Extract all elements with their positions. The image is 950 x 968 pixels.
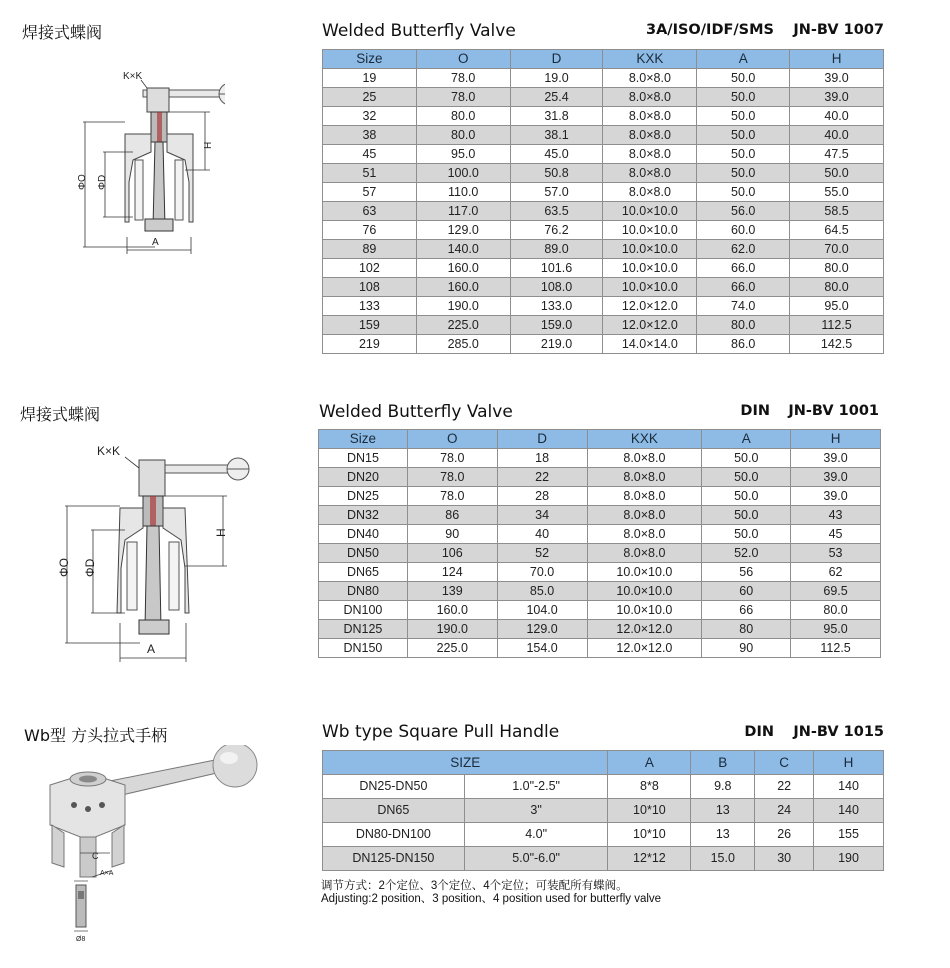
section1-standard: 3A/ISO/IDF/SMS [645, 22, 774, 38]
label-dd: ΦD [97, 174, 108, 190]
table-cell: 140 [814, 799, 884, 823]
table-cell: DN25 [319, 487, 408, 506]
table-cell: 225.0 [416, 316, 510, 335]
table-cell: 12.0×12.0 [603, 297, 697, 316]
table-cell: DN50 [319, 544, 408, 563]
table-cell: 25.4 [510, 88, 603, 107]
table-cell: 32 [323, 107, 417, 126]
table-row [323, 799, 884, 823]
table-cell: 154.0 [497, 639, 587, 658]
table-cell: 40.0 [790, 107, 884, 126]
table-cell: 12.0×12.0 [603, 316, 697, 335]
table-cell: 89 [323, 240, 417, 259]
table-cell: 70.0 [790, 240, 884, 259]
section2-en-title: Welded Butterfly Valve [319, 402, 513, 422]
table-row [319, 639, 881, 658]
header-kxk: KXK [603, 50, 697, 69]
table-cell: 89.0 [510, 240, 603, 259]
table-row [319, 449, 881, 468]
table-cell: 219.0 [510, 335, 603, 354]
table-row [319, 563, 881, 582]
table-cell: 22 [497, 468, 587, 487]
table-row [323, 240, 884, 259]
table-cell: 10.0×10.0 [603, 202, 697, 221]
table-cell: 62 [791, 563, 881, 582]
table-cell: 34 [497, 506, 587, 525]
label-a: A [152, 237, 159, 248]
table-cell: 45 [791, 525, 881, 544]
table-cell: 50.0 [697, 69, 790, 88]
table-row [319, 468, 881, 487]
table-cell: 10.0×10.0 [603, 221, 697, 240]
table-cell: 78.0 [407, 487, 497, 506]
table-cell: 80.0 [416, 126, 510, 145]
table-cell: 50.0 [702, 468, 791, 487]
table-row [323, 259, 884, 278]
table-cell: 160.0 [416, 259, 510, 278]
table-cell: 8.0×8.0 [603, 107, 697, 126]
table-cell: 139 [407, 582, 497, 601]
table-cell: 117.0 [416, 202, 510, 221]
label-c: C [92, 851, 99, 861]
table-cell: 95.0 [791, 620, 881, 639]
table-cell: 10*10 [608, 799, 691, 823]
table-cell: 52 [497, 544, 587, 563]
table-cell: 8.0×8.0 [603, 183, 697, 202]
table-row [323, 823, 884, 847]
label-b: Ø8 [76, 936, 86, 943]
table-cell: 12.0×12.0 [587, 620, 702, 639]
table-cell: 80.0 [790, 278, 884, 297]
table-cell: 8.0×8.0 [587, 468, 702, 487]
table-cell: 110.0 [416, 183, 510, 202]
header-a: A [702, 430, 791, 449]
table-cell: 8.0×8.0 [603, 164, 697, 183]
table-cell: 50.0 [702, 525, 791, 544]
table-cell: 66 [702, 601, 791, 620]
table-cell: 95.0 [790, 297, 884, 316]
table-cell: 14.0×14.0 [603, 335, 697, 354]
table-cell: 66.0 [697, 278, 790, 297]
table-cell: 55.0 [790, 183, 884, 202]
table-cell: 50.0 [697, 88, 790, 107]
table-cell: 39.0 [791, 449, 881, 468]
table-cell: 9.8 [691, 775, 755, 799]
table-cell: 50.0 [702, 487, 791, 506]
label-a: A [147, 642, 156, 656]
table-cell: DN125-DN150 [323, 847, 465, 871]
table-cell: 225.0 [407, 639, 497, 658]
table-cell: 60.0 [697, 221, 790, 240]
table-cell: 8.0×8.0 [587, 544, 702, 563]
table-cell: 66.0 [697, 259, 790, 278]
table-cell: 50.0 [697, 164, 790, 183]
table-cell: 78.0 [407, 449, 497, 468]
label-kxk: K×K [123, 71, 143, 82]
table-cell: 8*8 [608, 775, 691, 799]
table-row [323, 775, 884, 799]
label-od: ΦO [77, 174, 88, 190]
table-row [323, 69, 884, 88]
table-cell: 100.0 [416, 164, 510, 183]
table-row [323, 88, 884, 107]
table-cell: 80.0 [416, 107, 510, 126]
table-cell: 50.0 [702, 506, 791, 525]
table-row [323, 278, 884, 297]
table-cell: 155 [814, 823, 884, 847]
table-cell: 24 [755, 799, 814, 823]
table-cell: 3" [464, 799, 608, 823]
header-d: D [510, 50, 603, 69]
table-cell: 50.0 [697, 145, 790, 164]
table-row [323, 316, 884, 335]
table-cell: 86.0 [697, 335, 790, 354]
table-row [323, 221, 884, 240]
table-cell: 86 [407, 506, 497, 525]
table-cell: DN125 [319, 620, 408, 639]
table-cell: 57.0 [510, 183, 603, 202]
table-row [323, 145, 884, 164]
table-cell: DN80-DN100 [323, 823, 465, 847]
table-row [323, 126, 884, 145]
header-h: H [814, 751, 884, 775]
table-cell: 13 [691, 823, 755, 847]
table-cell: 31.8 [510, 107, 603, 126]
header-o: O [416, 50, 510, 69]
table-cell: 50.8 [510, 164, 603, 183]
header-o: O [407, 430, 497, 449]
table-cell: 133 [323, 297, 417, 316]
table-cell: 57 [323, 183, 417, 202]
header-d: D [497, 430, 587, 449]
table-cell: 129.0 [497, 620, 587, 639]
table-cell: 50.0 [790, 164, 884, 183]
header-h: H [790, 50, 884, 69]
table-row [319, 620, 881, 639]
table-cell: 80.0 [790, 259, 884, 278]
header-size: Size [323, 50, 417, 69]
table-cell: 38.1 [510, 126, 603, 145]
table-cell: 8.0×8.0 [587, 449, 702, 468]
header-a: A [608, 751, 691, 775]
table-cell: 160.0 [416, 278, 510, 297]
table-cell: DN32 [319, 506, 408, 525]
table-cell: 52.0 [702, 544, 791, 563]
header-size: Size [319, 430, 408, 449]
section1-valve-drawing [55, 62, 225, 257]
table-cell: 76 [323, 221, 417, 240]
section2-spec-table [318, 429, 881, 658]
header-b: B [691, 751, 755, 775]
table-cell: 285.0 [416, 335, 510, 354]
table-cell: 76.2 [510, 221, 603, 240]
table-cell: 160.0 [407, 601, 497, 620]
table-cell: 80.0 [791, 601, 881, 620]
table-cell: 102 [323, 259, 417, 278]
label-h: H [214, 528, 228, 537]
table-cell: 45 [323, 145, 417, 164]
table-cell: 112.5 [790, 316, 884, 335]
table-cell: 25 [323, 88, 417, 107]
table-cell: 50.0 [697, 126, 790, 145]
table-cell: 8.0×8.0 [587, 525, 702, 544]
table-cell: 140 [814, 775, 884, 799]
table-cell: 108 [323, 278, 417, 297]
table-cell: DN150 [319, 639, 408, 658]
table-cell: 70.0 [497, 563, 587, 582]
table-cell: 124 [407, 563, 497, 582]
table-cell: 12*12 [608, 847, 691, 871]
table-cell: 8.0×8.0 [603, 88, 697, 107]
table-cell: 56.0 [697, 202, 790, 221]
table-cell: 60 [702, 582, 791, 601]
table-cell: 19.0 [510, 69, 603, 88]
table-cell: 47.5 [790, 145, 884, 164]
header-h: H [791, 430, 881, 449]
table-cell: 26 [755, 823, 814, 847]
table-cell: 190 [814, 847, 884, 871]
table-cell: 58.5 [790, 202, 884, 221]
table-cell: 39.0 [791, 487, 881, 506]
table-cell: 63 [323, 202, 417, 221]
section3-standard: DIN [744, 724, 774, 740]
table-cell: DN15 [319, 449, 408, 468]
table-cell: 8.0×8.0 [587, 506, 702, 525]
table-cell: 18 [497, 449, 587, 468]
table-cell: 8.0×8.0 [587, 487, 702, 506]
table-cell: 64.5 [790, 221, 884, 240]
table-cell: 95.0 [416, 145, 510, 164]
section3-en-title: Wb type Square Pull Handle [322, 722, 560, 742]
table-cell: 190.0 [416, 297, 510, 316]
table-cell: 129.0 [416, 221, 510, 240]
table-cell: 10.0×10.0 [587, 582, 702, 601]
header-a: A [697, 50, 790, 69]
table-cell: 39.0 [790, 69, 884, 88]
table-cell: 12.0×12.0 [587, 639, 702, 658]
table-cell: 10.0×10.0 [603, 259, 697, 278]
table-cell: 10.0×10.0 [587, 601, 702, 620]
table-cell: 43 [791, 506, 881, 525]
table-cell: 80.0 [697, 316, 790, 335]
table-row [323, 202, 884, 221]
table-cell: 4.0" [464, 823, 608, 847]
table-cell: 90 [702, 639, 791, 658]
table-header-row [323, 50, 884, 69]
table-cell: 30 [755, 847, 814, 871]
table-row [319, 601, 881, 620]
table-cell: 190.0 [407, 620, 497, 639]
table-cell: 19 [323, 69, 417, 88]
table-row [319, 525, 881, 544]
adjusting-note-en: Adjusting:2 position、3 position、4 position used for butterfly valve [321, 893, 662, 905]
table-cell: DN65 [323, 799, 465, 823]
table-cell: 28 [497, 487, 587, 506]
label-kxk: K×K [97, 444, 121, 458]
table-cell: 112.5 [791, 639, 881, 658]
table-cell: 133.0 [510, 297, 603, 316]
table-cell: DN25-DN50 [323, 775, 465, 799]
table-cell: 10.0×10.0 [587, 563, 702, 582]
table-cell: 40.0 [790, 126, 884, 145]
table-cell: 10*10 [608, 823, 691, 847]
table-cell: DN100 [319, 601, 408, 620]
table-row [319, 544, 881, 563]
table-cell: 78.0 [416, 88, 510, 107]
table-cell: 142.5 [790, 335, 884, 354]
header-kxk: KXK [587, 430, 702, 449]
table-cell: 40 [497, 525, 587, 544]
table-row [319, 582, 881, 601]
table-cell: 13 [691, 799, 755, 823]
table-cell: 140.0 [416, 240, 510, 259]
table-cell: 22 [755, 775, 814, 799]
section2-valve-drawing [45, 438, 250, 663]
section3-spec-table [322, 750, 884, 871]
table-cell: DN80 [319, 582, 408, 601]
section2-cn-title: 焊接式蝶阀 [20, 405, 101, 424]
table-cell: 51 [323, 164, 417, 183]
table-row [319, 506, 881, 525]
section3-code: JN-BV 1015 [793, 724, 884, 740]
table-cell: 101.6 [510, 259, 603, 278]
table-cell: 50.0 [697, 183, 790, 202]
table-cell: 80 [702, 620, 791, 639]
table-cell: DN20 [319, 468, 408, 487]
section3-handle-drawing [30, 745, 260, 945]
table-cell: 90 [407, 525, 497, 544]
adjusting-note-cn: 调节方式：2个定位、3个定位、4个定位；可装配所有蝶阀。 [321, 880, 628, 892]
table-row [323, 297, 884, 316]
table-cell: DN40 [319, 525, 408, 544]
header-c: C [755, 751, 814, 775]
table-cell: 10.0×10.0 [603, 240, 697, 259]
table-row [323, 335, 884, 354]
table-cell: 8.0×8.0 [603, 145, 697, 164]
table-row [323, 183, 884, 202]
label-h: H [203, 141, 214, 149]
table-cell: 39.0 [790, 88, 884, 107]
table-cell: DN65 [319, 563, 408, 582]
table-cell: 15.0 [691, 847, 755, 871]
table-cell: 69.5 [791, 582, 881, 601]
table-cell: 106 [407, 544, 497, 563]
table-cell: 78.0 [416, 69, 510, 88]
table-cell: 63.5 [510, 202, 603, 221]
label-axa: A×A [100, 870, 114, 877]
table-header-row [323, 751, 884, 775]
section1-code: JN-BV 1007 [793, 22, 884, 38]
table-row [323, 107, 884, 126]
section1-spec-table [322, 49, 884, 354]
table-row [323, 164, 884, 183]
table-header-row [319, 430, 881, 449]
table-cell: 8.0×8.0 [603, 126, 697, 145]
table-cell: 1.0"-2.5" [464, 775, 608, 799]
section2-code: JN-BV 1001 [788, 403, 879, 419]
table-row [319, 487, 881, 506]
section1-cn-title: 焊接式蝶阀 [22, 23, 103, 42]
table-cell: 104.0 [497, 601, 587, 620]
table-cell: 56 [702, 563, 791, 582]
table-row [323, 847, 884, 871]
table-cell: 45.0 [510, 145, 603, 164]
table-cell: 50.0 [697, 107, 790, 126]
table-cell: 5.0"-6.0" [464, 847, 608, 871]
table-cell: 159.0 [510, 316, 603, 335]
table-cell: 50.0 [702, 449, 791, 468]
table-cell: 8.0×8.0 [603, 69, 697, 88]
table-cell: 62.0 [697, 240, 790, 259]
section2-standard: DIN [740, 403, 770, 419]
label-od: ΦO [57, 558, 71, 577]
header-size: SIZE [323, 751, 608, 775]
table-cell: 74.0 [697, 297, 790, 316]
table-cell: 85.0 [497, 582, 587, 601]
section3-cn-title: Wb型 方头拉式手柄 [24, 726, 168, 745]
table-cell: 219 [323, 335, 417, 354]
table-cell: 53 [791, 544, 881, 563]
section1-en-title: Welded Butterfly Valve [322, 21, 516, 41]
table-cell: 159 [323, 316, 417, 335]
table-cell: 39.0 [791, 468, 881, 487]
table-cell: 78.0 [407, 468, 497, 487]
table-cell: 108.0 [510, 278, 603, 297]
label-dd: ΦD [83, 558, 97, 577]
table-cell: 38 [323, 126, 417, 145]
table-cell: 10.0×10.0 [603, 278, 697, 297]
